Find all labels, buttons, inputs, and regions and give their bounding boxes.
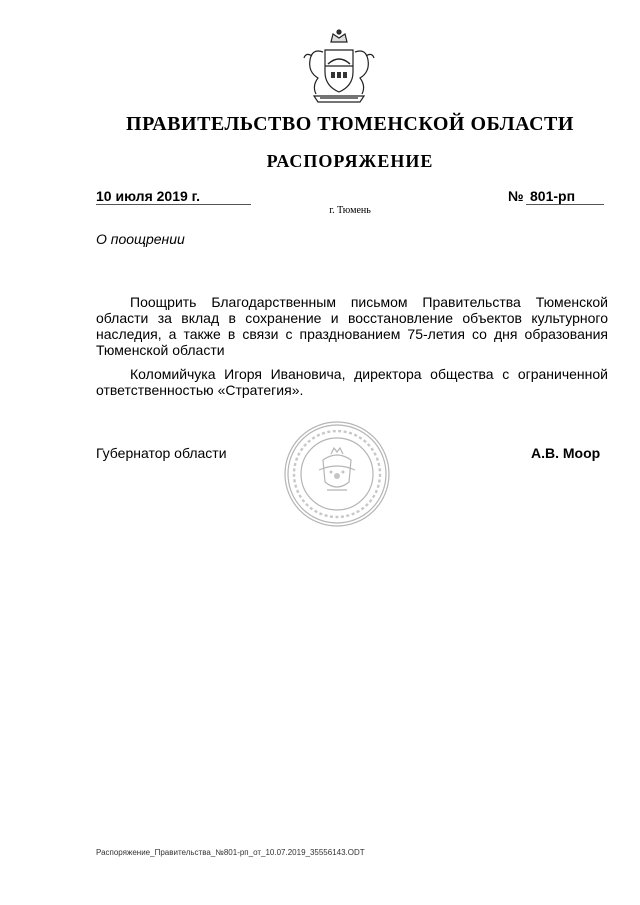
number-sign: № xyxy=(508,188,524,204)
signer-name: А.В. Моор xyxy=(531,445,601,461)
signer-position: Губернатор области xyxy=(96,445,227,461)
document-type: РАСПОРЯЖЕНИЕ xyxy=(266,151,434,171)
body-paragraph-1: Поощрить Благодарственным письмом Правительства Тюменской области за вклад в сохранение и восстановление объектов культурного наследия, а также в связи с празднованием 75-летия со дня образования Тюменской области xyxy=(96,294,608,358)
official-seal-icon xyxy=(283,420,391,528)
document-date: 10 июля 2019 г. xyxy=(96,188,200,204)
coat-of-arms-icon xyxy=(298,28,380,110)
document-number: 801-рп xyxy=(530,188,576,204)
footer-filename: Распоряжение_Правительства_№801-рп_от_10.07.2019_35556143.ODT xyxy=(96,848,365,857)
document-subject: О поощрении xyxy=(96,231,185,247)
city-label: г. Тюмень xyxy=(329,205,371,216)
body-paragraph-2: Коломийчука Игоря Ивановича, директора общества с ограниченной ответственностью «Стратегия». xyxy=(96,366,608,398)
government-title: ПРАВИТЕЛЬСТВО ТЮМЕНСКОЙ ОБЛАСТИ xyxy=(126,113,574,135)
